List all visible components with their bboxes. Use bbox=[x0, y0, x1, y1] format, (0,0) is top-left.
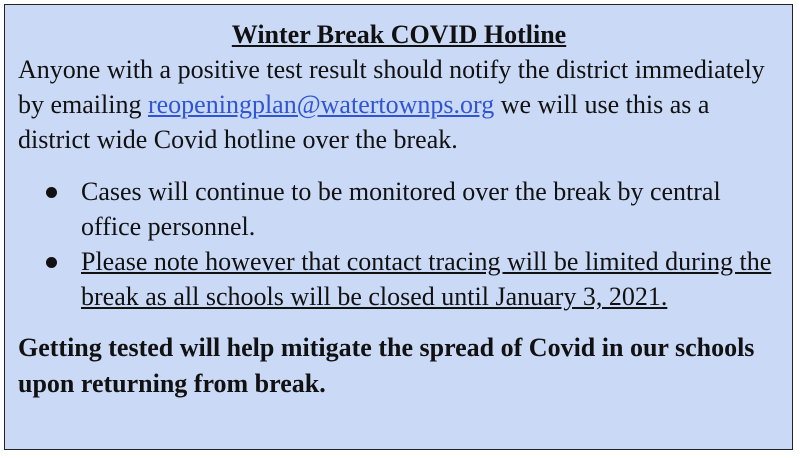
bullet-list bbox=[18, 174, 780, 314]
list-item bbox=[46, 244, 780, 314]
email-link[interactable]: reopeningplan@watertownps.org bbox=[147, 90, 495, 119]
intro-paragraph bbox=[18, 52, 780, 157]
closing-statement: Getting tested will help mitigate the spread of Covid in our schools upon returning from break. bbox=[18, 333, 755, 398]
bullet-icon bbox=[46, 257, 57, 268]
bullet-text-monitoring: Cases will continue to be monitored over the break by central office personnel. bbox=[81, 177, 721, 241]
list-item bbox=[46, 174, 780, 244]
intro-text-after: we will use this as a district wide Covid hotline over the break. bbox=[18, 90, 710, 154]
bullet-icon bbox=[46, 187, 57, 198]
bullet-text-contact-tracing: Please note however that contact tracing will be limited during the break as all schools will be closed until January 3, 2021. bbox=[81, 247, 772, 311]
notice-title: Winter Break COVID Hotline bbox=[231, 20, 567, 49]
intro-text-before: Anyone with a positive test result should notify the district immediately by emailing bbox=[18, 55, 765, 119]
hotline-notice-box bbox=[4, 4, 793, 450]
